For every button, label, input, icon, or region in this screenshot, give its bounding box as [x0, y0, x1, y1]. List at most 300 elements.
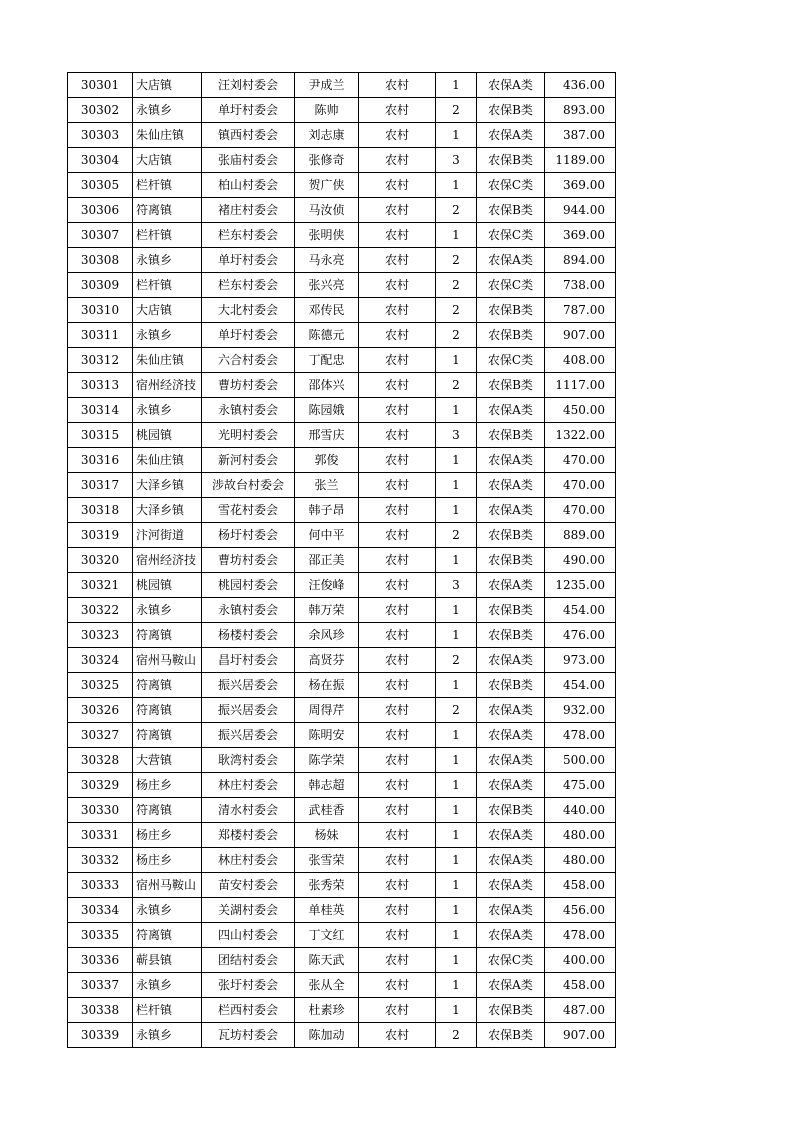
- record-id: 30307: [68, 223, 133, 248]
- record-id: 30304: [68, 148, 133, 173]
- person-name-cell: 陈天武: [295, 948, 359, 973]
- town-cell: 符离镇: [133, 673, 202, 698]
- village-committee-cell: 光明村委会: [202, 423, 295, 448]
- village-committee-cell: 苗安村委会: [202, 873, 295, 898]
- insurance-category-cell: 农保A类: [477, 873, 545, 898]
- town-cell: 栏杆镇: [133, 998, 202, 1023]
- person-name-cell: 何中平: [295, 523, 359, 548]
- person-name-cell: 马永亮: [295, 248, 359, 273]
- area-type-cell: 农村: [359, 173, 436, 198]
- village-committee-cell: 栏东村委会: [202, 273, 295, 298]
- insurance-category-cell: 农保C类: [477, 348, 545, 373]
- village-committee-cell: 清水村委会: [202, 798, 295, 823]
- person-name-cell: 韩万荣: [295, 598, 359, 623]
- village-committee-cell: 杨楼村委会: [202, 623, 295, 648]
- insurance-category-cell: 农保B类: [477, 523, 545, 548]
- record-id: 30311: [68, 323, 133, 348]
- amount-cell: 458.00: [545, 973, 616, 998]
- insurance-category-cell: 农保C类: [477, 948, 545, 973]
- town-cell: 宿州马鞍山: [133, 648, 202, 673]
- record-id: 30317: [68, 473, 133, 498]
- count-cell: 1: [436, 823, 477, 848]
- count-cell: 2: [436, 248, 477, 273]
- village-committee-cell: 褚庄村委会: [202, 198, 295, 223]
- table-row: [68, 998, 616, 1023]
- table-row: [68, 773, 616, 798]
- person-name-cell: 马汝侦: [295, 198, 359, 223]
- insurance-category-cell: 农保A类: [477, 398, 545, 423]
- area-type-cell: 农村: [359, 498, 436, 523]
- record-id: 30302: [68, 98, 133, 123]
- amount-cell: 470.00: [545, 498, 616, 523]
- record-id: 30336: [68, 948, 133, 973]
- area-type-cell: 农村: [359, 673, 436, 698]
- insurance-category-cell: 农保B类: [477, 673, 545, 698]
- table-row: [68, 948, 616, 973]
- count-cell: 2: [436, 323, 477, 348]
- amount-cell: 400.00: [545, 948, 616, 973]
- amount-cell: 478.00: [545, 923, 616, 948]
- area-type-cell: 农村: [359, 748, 436, 773]
- record-id: 30332: [68, 848, 133, 873]
- table-row: [68, 798, 616, 823]
- area-type-cell: 农村: [359, 248, 436, 273]
- town-cell: 永镇乡: [133, 248, 202, 273]
- town-cell: 大店镇: [133, 148, 202, 173]
- count-cell: 1: [436, 448, 477, 473]
- area-type-cell: 农村: [359, 73, 436, 98]
- village-committee-cell: 汪刘村委会: [202, 73, 295, 98]
- amount-cell: 436.00: [545, 73, 616, 98]
- village-committee-cell: 瓦坊村委会: [202, 1023, 295, 1048]
- count-cell: 1: [436, 673, 477, 698]
- table-row: [68, 423, 616, 448]
- area-type-cell: 农村: [359, 848, 436, 873]
- village-committee-cell: 桃园村委会: [202, 573, 295, 598]
- area-type-cell: 农村: [359, 223, 436, 248]
- record-id: 30329: [68, 773, 133, 798]
- area-type-cell: 农村: [359, 923, 436, 948]
- area-type-cell: 农村: [359, 373, 436, 398]
- village-committee-cell: 永镇村委会: [202, 598, 295, 623]
- count-cell: 1: [436, 223, 477, 248]
- insurance-category-cell: 农保A类: [477, 73, 545, 98]
- town-cell: 宿州马鞍山: [133, 873, 202, 898]
- record-id: 30318: [68, 498, 133, 523]
- amount-cell: 454.00: [545, 598, 616, 623]
- count-cell: 1: [436, 473, 477, 498]
- insurance-category-cell: 农保B类: [477, 148, 545, 173]
- insurance-category-cell: 农保B类: [477, 198, 545, 223]
- table-row: [68, 398, 616, 423]
- table-row: [68, 698, 616, 723]
- record-id: 30326: [68, 698, 133, 723]
- count-cell: 1: [436, 498, 477, 523]
- amount-cell: 487.00: [545, 998, 616, 1023]
- town-cell: 桃园镇: [133, 573, 202, 598]
- village-committee-cell: 镇西村委会: [202, 123, 295, 148]
- area-type-cell: 农村: [359, 398, 436, 423]
- area-type-cell: 农村: [359, 898, 436, 923]
- record-id: 30306: [68, 198, 133, 223]
- person-name-cell: 张兴亮: [295, 273, 359, 298]
- person-name-cell: 张雪荣: [295, 848, 359, 873]
- village-committee-cell: 关湖村委会: [202, 898, 295, 923]
- insurance-category-cell: 农保B类: [477, 1023, 545, 1048]
- amount-cell: 456.00: [545, 898, 616, 923]
- town-cell: 大泽乡镇: [133, 473, 202, 498]
- record-id: 30316: [68, 448, 133, 473]
- record-id: 30305: [68, 173, 133, 198]
- record-id: 30325: [68, 673, 133, 698]
- area-type-cell: 农村: [359, 473, 436, 498]
- town-cell: 永镇乡: [133, 898, 202, 923]
- amount-cell: 973.00: [545, 648, 616, 673]
- person-name-cell: 张从全: [295, 973, 359, 998]
- amount-cell: 408.00: [545, 348, 616, 373]
- town-cell: 符离镇: [133, 623, 202, 648]
- amount-cell: 944.00: [545, 198, 616, 223]
- village-committee-cell: 林庄村委会: [202, 773, 295, 798]
- insurance-category-cell: 农保C类: [477, 223, 545, 248]
- insurance-category-cell: 农保A类: [477, 923, 545, 948]
- record-id: 30323: [68, 623, 133, 648]
- area-type-cell: 农村: [359, 548, 436, 573]
- record-id: 30315: [68, 423, 133, 448]
- village-committee-cell: 柏山村委会: [202, 173, 295, 198]
- person-name-cell: 陈德元: [295, 323, 359, 348]
- person-name-cell: 邓传民: [295, 298, 359, 323]
- table-row: [68, 473, 616, 498]
- town-cell: 永镇乡: [133, 323, 202, 348]
- amount-cell: 738.00: [545, 273, 616, 298]
- record-id: 30320: [68, 548, 133, 573]
- insurance-category-cell: 农保A类: [477, 698, 545, 723]
- table-row: [68, 223, 616, 248]
- insurance-category-cell: 农保A类: [477, 748, 545, 773]
- area-type-cell: 农村: [359, 123, 436, 148]
- area-type-cell: 农村: [359, 823, 436, 848]
- town-cell: 宿州经济技: [133, 548, 202, 573]
- table-row: [68, 973, 616, 998]
- area-type-cell: 农村: [359, 723, 436, 748]
- person-name-cell: 高贤芬: [295, 648, 359, 673]
- table-row: [68, 848, 616, 873]
- amount-cell: 454.00: [545, 673, 616, 698]
- table-row: [68, 348, 616, 373]
- area-type-cell: 农村: [359, 423, 436, 448]
- person-name-cell: 张修奇: [295, 148, 359, 173]
- person-name-cell: 汪俊峰: [295, 573, 359, 598]
- amount-cell: 478.00: [545, 723, 616, 748]
- village-committee-cell: 四山村委会: [202, 923, 295, 948]
- amount-cell: 893.00: [545, 98, 616, 123]
- count-cell: 1: [436, 123, 477, 148]
- town-cell: 永镇乡: [133, 398, 202, 423]
- record-id: 30330: [68, 798, 133, 823]
- record-id: 30313: [68, 373, 133, 398]
- count-cell: 1: [436, 73, 477, 98]
- person-name-cell: 韩子昂: [295, 498, 359, 523]
- person-name-cell: 余风珍: [295, 623, 359, 648]
- area-type-cell: 农村: [359, 998, 436, 1023]
- amount-cell: 889.00: [545, 523, 616, 548]
- record-id: 30327: [68, 723, 133, 748]
- insurance-category-cell: 农保A类: [477, 448, 545, 473]
- person-name-cell: 张秀荣: [295, 873, 359, 898]
- town-cell: 桃园镇: [133, 423, 202, 448]
- table-row: [68, 1023, 616, 1048]
- count-cell: 2: [436, 373, 477, 398]
- insurance-category-cell: 农保A类: [477, 573, 545, 598]
- person-name-cell: 郭俊: [295, 448, 359, 473]
- amount-cell: 476.00: [545, 623, 616, 648]
- insurance-category-cell: 农保B类: [477, 623, 545, 648]
- area-type-cell: 农村: [359, 298, 436, 323]
- area-type-cell: 农村: [359, 873, 436, 898]
- insurance-category-cell: 农保B类: [477, 98, 545, 123]
- amount-cell: 475.00: [545, 773, 616, 798]
- count-cell: 1: [436, 773, 477, 798]
- insurance-category-cell: 农保A类: [477, 498, 545, 523]
- person-name-cell: 丁文红: [295, 923, 359, 948]
- table-row: [68, 273, 616, 298]
- amount-cell: 894.00: [545, 248, 616, 273]
- person-name-cell: 陈明安: [295, 723, 359, 748]
- town-cell: 永镇乡: [133, 598, 202, 623]
- area-type-cell: 农村: [359, 573, 436, 598]
- town-cell: 大店镇: [133, 73, 202, 98]
- count-cell: 2: [436, 1023, 477, 1048]
- amount-cell: 369.00: [545, 223, 616, 248]
- insurance-category-cell: 农保A类: [477, 848, 545, 873]
- table-row: [68, 323, 616, 348]
- table-row: [68, 648, 616, 673]
- amount-cell: 1189.00: [545, 148, 616, 173]
- town-cell: 符离镇: [133, 698, 202, 723]
- village-committee-cell: 涉故台村委会: [202, 473, 295, 498]
- record-id: 30334: [68, 898, 133, 923]
- count-cell: 1: [436, 398, 477, 423]
- town-cell: 宿州经济技: [133, 373, 202, 398]
- person-name-cell: 邵体兴: [295, 373, 359, 398]
- town-cell: 符离镇: [133, 723, 202, 748]
- town-cell: 符离镇: [133, 923, 202, 948]
- count-cell: 1: [436, 748, 477, 773]
- amount-cell: 480.00: [545, 848, 616, 873]
- area-type-cell: 农村: [359, 973, 436, 998]
- person-name-cell: 武桂香: [295, 798, 359, 823]
- town-cell: 永镇乡: [133, 98, 202, 123]
- village-committee-cell: 栏东村委会: [202, 223, 295, 248]
- person-name-cell: 杨在振: [295, 673, 359, 698]
- area-type-cell: 农村: [359, 348, 436, 373]
- village-committee-cell: 雪花村委会: [202, 498, 295, 523]
- person-name-cell: 陈加动: [295, 1023, 359, 1048]
- record-id: 30312: [68, 348, 133, 373]
- village-committee-cell: 栏西村委会: [202, 998, 295, 1023]
- town-cell: 杨庄乡: [133, 823, 202, 848]
- table-row: [68, 623, 616, 648]
- town-cell: 大店镇: [133, 298, 202, 323]
- insurance-category-cell: 农保B类: [477, 998, 545, 1023]
- person-name-cell: 张明侠: [295, 223, 359, 248]
- amount-cell: 440.00: [545, 798, 616, 823]
- area-type-cell: 农村: [359, 948, 436, 973]
- table-row: [68, 723, 616, 748]
- person-name-cell: 陈帅: [295, 98, 359, 123]
- amount-cell: 450.00: [545, 398, 616, 423]
- record-id: 30333: [68, 873, 133, 898]
- table-row: [68, 873, 616, 898]
- record-id: 30338: [68, 998, 133, 1023]
- area-type-cell: 农村: [359, 148, 436, 173]
- count-cell: 1: [436, 973, 477, 998]
- amount-cell: 907.00: [545, 1023, 616, 1048]
- insurance-category-cell: 农保A类: [477, 248, 545, 273]
- table-row: [68, 573, 616, 598]
- amount-cell: 907.00: [545, 323, 616, 348]
- count-cell: 2: [436, 648, 477, 673]
- count-cell: 3: [436, 148, 477, 173]
- amount-cell: 369.00: [545, 173, 616, 198]
- area-type-cell: 农村: [359, 798, 436, 823]
- area-type-cell: 农村: [359, 598, 436, 623]
- town-cell: 杨庄乡: [133, 773, 202, 798]
- count-cell: 1: [436, 948, 477, 973]
- record-id: 30321: [68, 573, 133, 598]
- insurance-category-cell: 农保A类: [477, 723, 545, 748]
- town-cell: 朱仙庄镇: [133, 448, 202, 473]
- count-cell: 1: [436, 623, 477, 648]
- person-name-cell: 张兰: [295, 473, 359, 498]
- village-committee-cell: 振兴居委会: [202, 698, 295, 723]
- insurance-category-cell: 农保C类: [477, 273, 545, 298]
- count-cell: 2: [436, 298, 477, 323]
- person-name-cell: 杜素珍: [295, 998, 359, 1023]
- village-committee-cell: 单圩村委会: [202, 248, 295, 273]
- village-committee-cell: 六合村委会: [202, 348, 295, 373]
- area-type-cell: 农村: [359, 648, 436, 673]
- insurance-category-cell: 农保B类: [477, 598, 545, 623]
- record-id: 30337: [68, 973, 133, 998]
- person-name-cell: 陈园娥: [295, 398, 359, 423]
- table-row: [68, 498, 616, 523]
- insurance-category-cell: 农保A类: [477, 123, 545, 148]
- insurance-category-cell: 农保A类: [477, 773, 545, 798]
- town-cell: 杨庄乡: [133, 848, 202, 873]
- village-committee-cell: 昌圩村委会: [202, 648, 295, 673]
- table-row: [68, 448, 616, 473]
- person-name-cell: 单桂英: [295, 898, 359, 923]
- town-cell: 符离镇: [133, 198, 202, 223]
- count-cell: 2: [436, 523, 477, 548]
- person-name-cell: 贺广侠: [295, 173, 359, 198]
- table-row: [68, 748, 616, 773]
- area-type-cell: 农村: [359, 198, 436, 223]
- town-cell: 永镇乡: [133, 973, 202, 998]
- table-row: [68, 248, 616, 273]
- table-row: [68, 373, 616, 398]
- town-cell: 大泽乡镇: [133, 498, 202, 523]
- town-cell: 朱仙庄镇: [133, 348, 202, 373]
- town-cell: 永镇乡: [133, 1023, 202, 1048]
- table-row: [68, 548, 616, 573]
- record-id: 30322: [68, 598, 133, 623]
- insurance-category-cell: 农保A类: [477, 973, 545, 998]
- record-id: 30314: [68, 398, 133, 423]
- person-name-cell: 周得芹: [295, 698, 359, 723]
- table-row: [68, 123, 616, 148]
- village-committee-cell: 单圩村委会: [202, 98, 295, 123]
- area-type-cell: 农村: [359, 323, 436, 348]
- table-row: [68, 173, 616, 198]
- count-cell: 1: [436, 598, 477, 623]
- amount-cell: 500.00: [545, 748, 616, 773]
- amount-cell: 470.00: [545, 448, 616, 473]
- record-id: 30335: [68, 923, 133, 948]
- insurance-category-cell: 农保B类: [477, 373, 545, 398]
- record-id: 30303: [68, 123, 133, 148]
- town-cell: 蕲县镇: [133, 948, 202, 973]
- village-committee-cell: 大北村委会: [202, 298, 295, 323]
- village-committee-cell: 振兴居委会: [202, 723, 295, 748]
- town-cell: 符离镇: [133, 798, 202, 823]
- amount-cell: 932.00: [545, 698, 616, 723]
- amount-cell: 480.00: [545, 823, 616, 848]
- record-id: 30331: [68, 823, 133, 848]
- area-type-cell: 农村: [359, 1023, 436, 1048]
- amount-cell: 458.00: [545, 873, 616, 898]
- count-cell: 1: [436, 998, 477, 1023]
- record-id: 30339: [68, 1023, 133, 1048]
- record-id: 30324: [68, 648, 133, 673]
- insurance-category-cell: 农保A类: [477, 823, 545, 848]
- count-cell: 1: [436, 848, 477, 873]
- insurance-category-cell: 农保C类: [477, 173, 545, 198]
- person-name-cell: 陈学荣: [295, 748, 359, 773]
- count-cell: 1: [436, 348, 477, 373]
- count-cell: 1: [436, 173, 477, 198]
- count-cell: 3: [436, 573, 477, 598]
- amount-cell: 1235.00: [545, 573, 616, 598]
- table-row: [68, 673, 616, 698]
- area-type-cell: 农村: [359, 523, 436, 548]
- village-committee-cell: 耿湾村委会: [202, 748, 295, 773]
- village-committee-cell: 郑楼村委会: [202, 823, 295, 848]
- count-cell: 1: [436, 723, 477, 748]
- town-cell: 栏杆镇: [133, 273, 202, 298]
- village-committee-cell: 振兴居委会: [202, 673, 295, 698]
- count-cell: 1: [436, 548, 477, 573]
- area-type-cell: 农村: [359, 773, 436, 798]
- village-committee-cell: 林庄村委会: [202, 848, 295, 873]
- town-cell: 大营镇: [133, 748, 202, 773]
- village-committee-cell: 曹坊村委会: [202, 373, 295, 398]
- amount-cell: 387.00: [545, 123, 616, 148]
- count-cell: 2: [436, 698, 477, 723]
- table-row: [68, 198, 616, 223]
- table-row: [68, 923, 616, 948]
- insurance-category-cell: 农保B类: [477, 548, 545, 573]
- table-row: [68, 523, 616, 548]
- count-cell: 1: [436, 873, 477, 898]
- amount-cell: 470.00: [545, 473, 616, 498]
- insurance-category-cell: 农保A类: [477, 898, 545, 923]
- insurance-category-cell: 农保B类: [477, 798, 545, 823]
- table-row: [68, 98, 616, 123]
- town-cell: 朱仙庄镇: [133, 123, 202, 148]
